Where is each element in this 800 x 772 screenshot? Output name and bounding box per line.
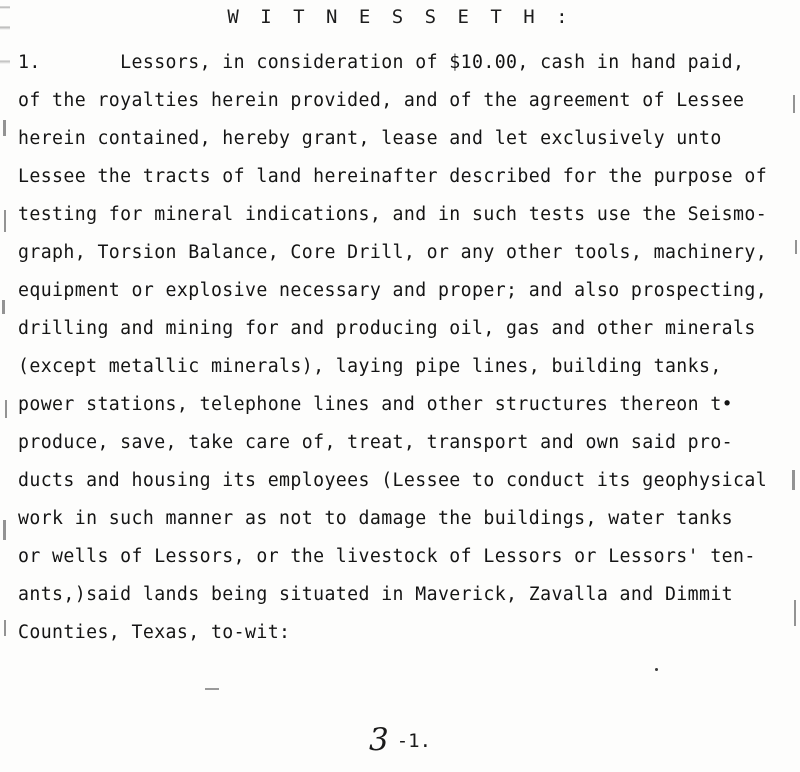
- body-line: produce, save, take care of, treat, transport and own said pro-: [18, 432, 734, 453]
- document-body: [18, 44, 782, 652]
- body-line: herein contained, hereby grant, lease and let exclusively unto: [18, 128, 722, 149]
- body-line: ducts and housing its employees (Lessee to conduct its geophysical: [18, 470, 768, 491]
- scan-speck: [4, 620, 6, 636]
- body-line: power stations, telephone lines and other structures thereon t•: [18, 394, 734, 415]
- scan-speck: [3, 120, 6, 136]
- body-line: (except metallic minerals), laying pipe lines, building tanks,: [18, 356, 722, 377]
- body-line: Counties, Texas, to-wit:: [18, 622, 291, 643]
- stray-ink-dot: [655, 668, 658, 671]
- body-line: of the royalties herein provided, and of the agreement of Lessee: [18, 90, 745, 111]
- body-line: ants,)said lands being situated in Maverick, Zavalla and Dimmit: [18, 584, 734, 605]
- body-line: drilling and mining for and producing oil, gas and other minerals: [18, 318, 756, 339]
- left-edge-scan-artifact: [0, 0, 10, 772]
- body-line: Lessee the tracts of land hereinafter described for the purpose of: [18, 166, 768, 187]
- stray-ink-mark: [205, 688, 219, 690]
- body-line: 1. Lessors, in consideration of $10.00, cash in hand paid,: [18, 52, 745, 73]
- page-title: W I T N E S S E T H :: [227, 6, 573, 28]
- scan-speck: [4, 210, 6, 232]
- scan-speck: [792, 470, 795, 490]
- handwritten-exhibit-mark: 3: [368, 722, 389, 758]
- scan-speck: [793, 95, 795, 113]
- scan-speck: [3, 520, 6, 540]
- body-line: equipment or explosive necessary and proper; and also prospecting,: [18, 280, 768, 301]
- body-line: graph, Torsion Balance, Core Drill, or any other tools, machinery,: [18, 242, 768, 263]
- scan-speck: [5, 400, 7, 418]
- scan-speck: [2, 300, 5, 314]
- scan-speck: [794, 600, 796, 626]
- page-footer: [0, 722, 800, 758]
- body-line: work in such manner as not to damage the buildings, water tanks: [18, 508, 734, 529]
- body-line: or wells of Lessors, or the livestock of Lessors or Lessors' ten-: [18, 546, 756, 567]
- page-number-label: -1.: [396, 730, 432, 752]
- body-line: testing for mineral indications, and in such tests use the Seismo-: [18, 204, 768, 225]
- scan-speck: [795, 240, 797, 254]
